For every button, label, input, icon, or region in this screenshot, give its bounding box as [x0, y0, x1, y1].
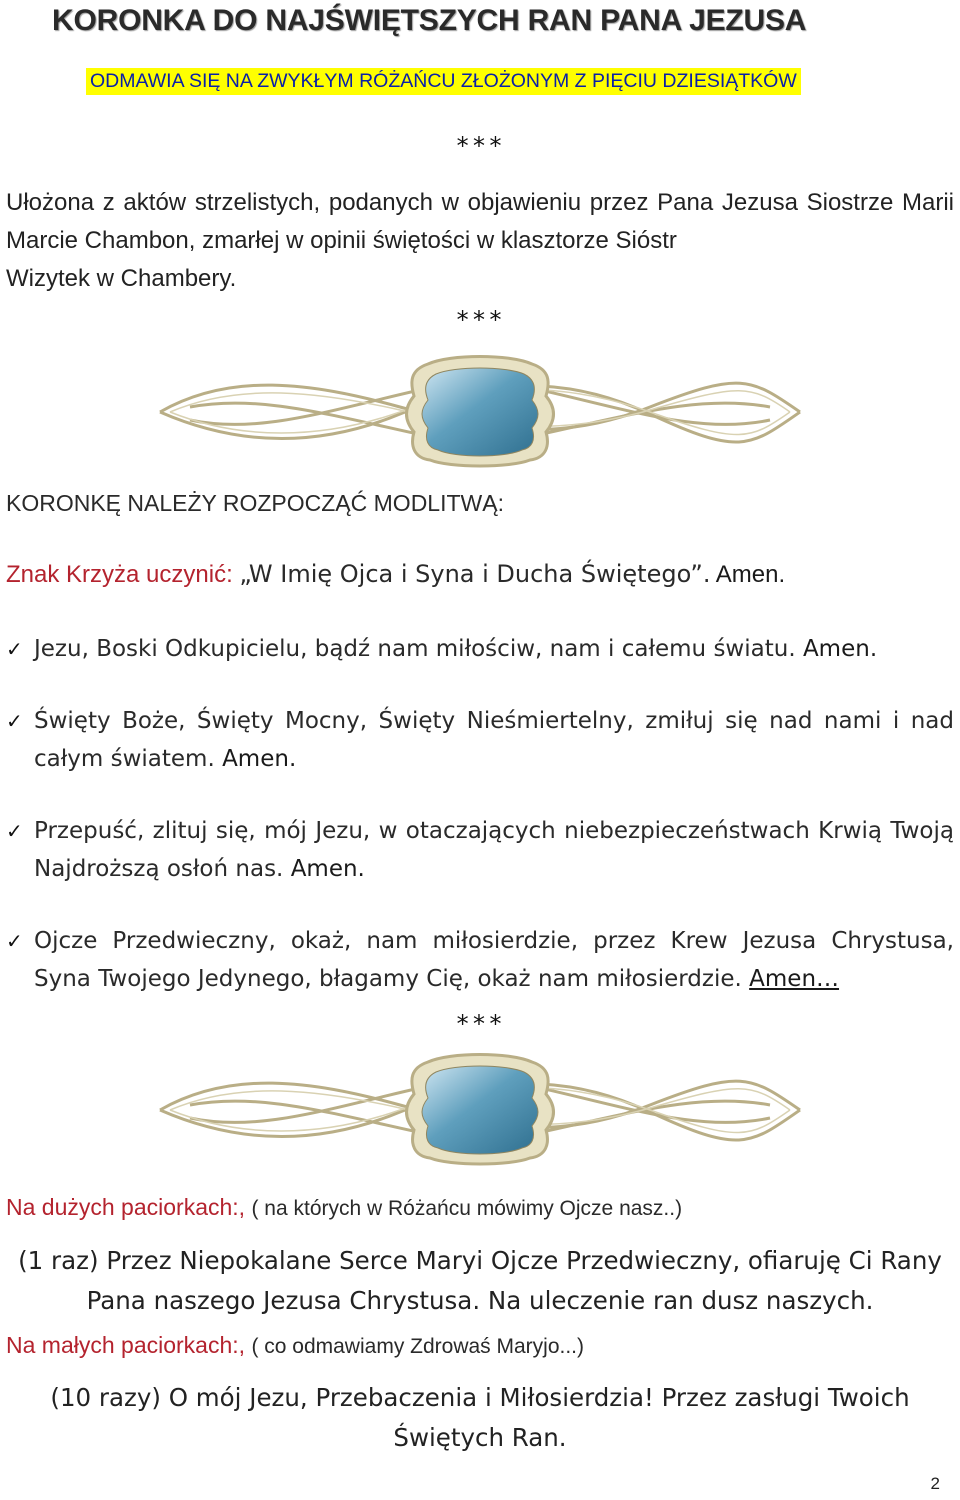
amen-text: Amen. [715, 561, 786, 588]
subtitle-highlight: ODMAWIA SIĘ NA ZWYKŁYM RÓŻAŃCU ZŁOŻONYM Z PIĘCIU DZIESIĄTKÓW [86, 68, 801, 95]
section-heading: KORONKĘ NALEŻY ROZPOCZĄĆ MODLITWĄ: [6, 490, 504, 516]
checkmark-icon: ✓ [6, 819, 23, 843]
small-beads-heading [6, 1332, 584, 1359]
prayer-item [6, 812, 954, 888]
separator-stars: *** [455, 1010, 505, 1038]
amen-text: Amen. [802, 636, 878, 662]
intro-text: Ułożona z aktów strzelistych, podanych w objawieniu przez Pana Jezusa Siostrze Marii Marcie Chambon, zmarłej w opinii świętości w klasztorze Sióstr [6, 189, 954, 254]
small-beads-note: ( co odmawiamy Zdrowaś Maryjo...) [251, 1335, 585, 1358]
large-beads-label: Na dużych paciorkach:, [6, 1194, 246, 1220]
prayer-item [6, 922, 954, 998]
small-beads-text: (10 razy) O mój Jezu, Przebaczenia i Miłosierdzia! [50, 1383, 654, 1412]
sign-of-cross-text: „W Imię Ojca i Syna i Ducha Świętego”. [239, 560, 711, 588]
prayer-text: Ojcze Przedwieczny, okaż, nam miłosierdzie, przez Krew Jezusa Chrystusa, Syna Twojego Jedynego, błagamy Cię, okaż nam miłosierdzie. [34, 928, 954, 992]
amen-text: Amen. [222, 746, 297, 772]
prayer-text: Jezu, Boski Odkupicielu, bądź nam miłościw, nam i całemu światu. [34, 636, 796, 662]
checkmark-icon: ✓ [6, 637, 23, 661]
small-beads-text-end: Przez zasługi Twoich Świętych Ran. [393, 1383, 910, 1452]
amen-text: Amen… [749, 966, 840, 992]
separator-stars: *** [455, 306, 505, 334]
prayer-item [6, 630, 954, 668]
separator-stars: *** [455, 132, 505, 160]
intro-text-end: Wizytek w Chambery. [6, 265, 237, 292]
prayer-item [6, 702, 954, 778]
page-number: 2 [930, 1474, 940, 1493]
sign-of-cross-label: Znak Krzyża uczynić: [6, 561, 233, 588]
amen-text: Amen. [290, 856, 365, 882]
small-beads-prayer [0, 1378, 960, 1458]
intro-paragraph [6, 184, 954, 298]
sign-of-cross-line [6, 560, 785, 589]
prayer-text: Przepuść, zlituj się, mój Jezu, w otaczających niebezpieczeństwach Krwią Twoją Najdroższą osłoń nas. [34, 818, 954, 882]
ornament-divider [150, 352, 810, 468]
prayer-text: Święty Boże, Święty Mocny, Święty Nieśmiertelny, zmiłuj się nad nami i nad całym światem. [34, 708, 954, 772]
large-beads-text: (1 raz) Przez Niepokalane Serce Maryi Ojcze Przedwieczny, ofiaruję Ci Rany Pana naszego Jezusa Chrystusa. [18, 1246, 942, 1315]
large-beads-text-end: Na uleczenie ran dusz naszych. [487, 1286, 874, 1315]
page-title: KORONKA DO NAJŚWIĘTSZYCH RAN PANA JEZUSA [52, 4, 807, 37]
checkmark-icon: ✓ [6, 709, 23, 733]
ornament-divider [150, 1050, 810, 1166]
large-beads-heading [6, 1194, 682, 1221]
checkmark-icon: ✓ [6, 929, 23, 953]
large-beads-note: ( na których w Różańcu mówimy Ojcze nasz..) [251, 1197, 683, 1220]
large-beads-prayer [0, 1241, 960, 1321]
small-beads-label: Na małych paciorkach:, [6, 1332, 246, 1358]
